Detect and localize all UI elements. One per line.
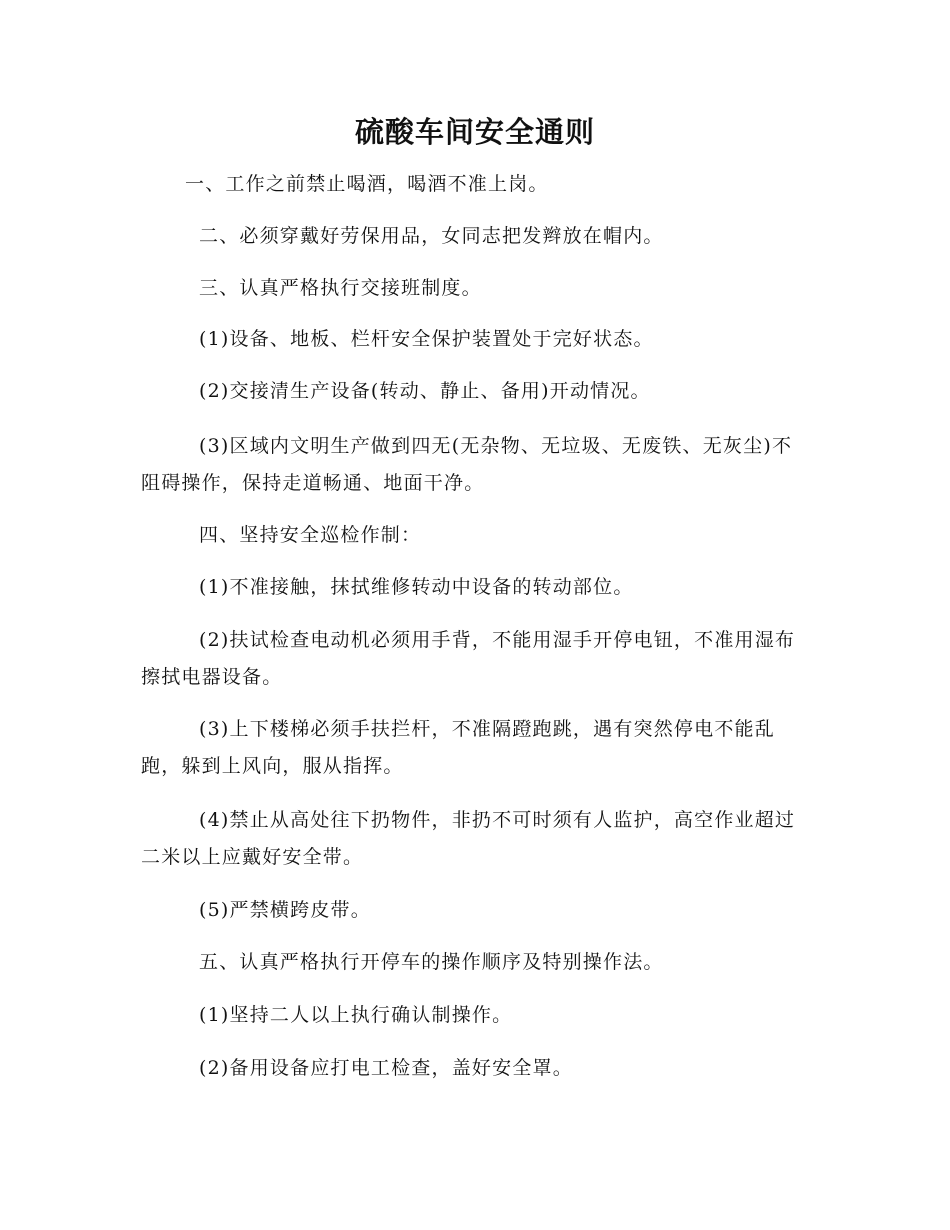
paragraph-5: (2)交接清生产设备(转动、静止、备用)开动情况。 <box>199 380 651 402</box>
paragraph-12: (5)严禁横跨皮带。 <box>199 899 371 921</box>
paragraph-2: 二、必须穿戴好劳保用品，女同志把发辫放在帽内。 <box>199 225 664 247</box>
paragraph-11: (4)禁止从高处往下扔物件，非扔不可时须有人监护，高空作业超过二米以上应戴好安全带。 <box>141 809 796 868</box>
paragraph-14: (1)坚持二人以上执行确认制操作。 <box>199 1004 513 1026</box>
paragraph-4: (1)设备、地板、栏杆安全保护装置处于完好状态。 <box>199 328 654 350</box>
paragraph-1: 一、工作之前禁止喝酒，喝酒不准上岗。 <box>185 173 549 195</box>
paragraph-15: (2)备用设备应打电工检查，盖好安全罩。 <box>199 1057 573 1079</box>
document-title: 硫酸车间安全通则 <box>354 115 595 149</box>
paragraph-10: (3)上下楼梯必须手扶拦杆，不准隔蹬跑跳，遇有突然停电不能乱跑，躲到上风向，服从指挥。 <box>141 718 775 777</box>
paragraph-8: (1)不准接触，抹拭维修转动中设备的转动部位。 <box>199 576 634 598</box>
paragraph-13: 五、认真严格执行开停车的操作顺序及特别操作法。 <box>199 951 664 973</box>
paragraph-6: (3)区域内文明生产做到四无(无杂物、无垃圾、无废铁、无灰尘)不阻碍操作，保持走道畅通、地面干净。 <box>141 435 793 494</box>
paragraph-9: (2)扶试检查电动机必须用手背，不能用湿手开停电钮，不准用湿布擦拭电器设备。 <box>141 629 796 688</box>
paragraph-7: 四、坚持安全巡检作制： <box>199 524 422 546</box>
paragraph-3: 三、认真严格执行交接班制度。 <box>199 277 482 299</box>
